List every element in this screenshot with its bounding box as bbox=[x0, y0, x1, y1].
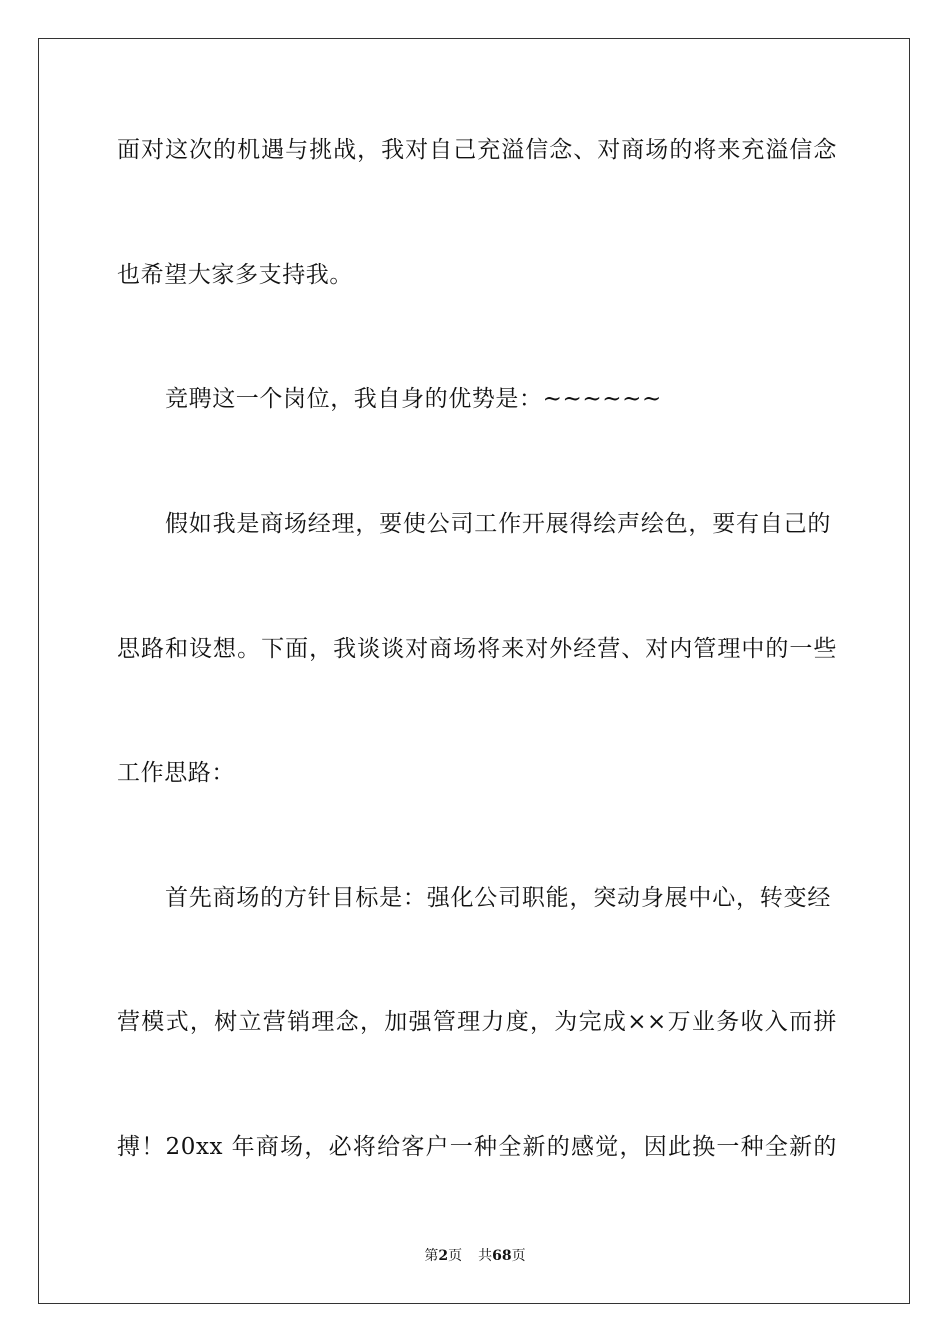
page-footer bbox=[0, 1247, 950, 1265]
paragraph-line-7: 首先商场的方针目标是：强化公司职能，突动身展中心，转变经 bbox=[165, 885, 831, 911]
paragraph-line-5: 思路和设想。下面，我谈谈对商场将来对外经营、对内管理中的一些 bbox=[117, 636, 837, 662]
footer-total-pages: 68 bbox=[492, 1248, 512, 1264]
footer-page-suffix: 页 bbox=[448, 1248, 463, 1264]
paragraph-line-1: 面对这次的机遇与挑战，我对自己充溢信念、对商场的将来充溢信念 bbox=[117, 137, 837, 163]
page-frame bbox=[38, 38, 910, 1304]
paragraph-line-4: 假如我是商场经理，要使公司工作开展得绘声绘色，要有自己的 bbox=[165, 511, 831, 537]
footer-page-prefix: 第 bbox=[424, 1248, 439, 1264]
footer-page-number: 2 bbox=[438, 1248, 449, 1264]
paragraph-line-2: 也希望大家多支持我。 bbox=[117, 262, 353, 288]
footer-total-suffix: 页 bbox=[511, 1248, 526, 1264]
paragraph-line-8: 营模式，树立营销理念，加强管理力度，为完成××万业务收入而拼 bbox=[117, 1009, 837, 1035]
paragraph-line-9: 搏！20xx 年商场，必将给客户一种全新的感觉，因此换一种全新的 bbox=[117, 1134, 837, 1160]
footer-total-prefix: 共 bbox=[478, 1248, 493, 1264]
paragraph-line-3: 竞聘这一个岗位，我自身的优势是：~~~~~~ bbox=[165, 386, 662, 412]
paragraph-line-6: 工作思路： bbox=[117, 760, 235, 786]
